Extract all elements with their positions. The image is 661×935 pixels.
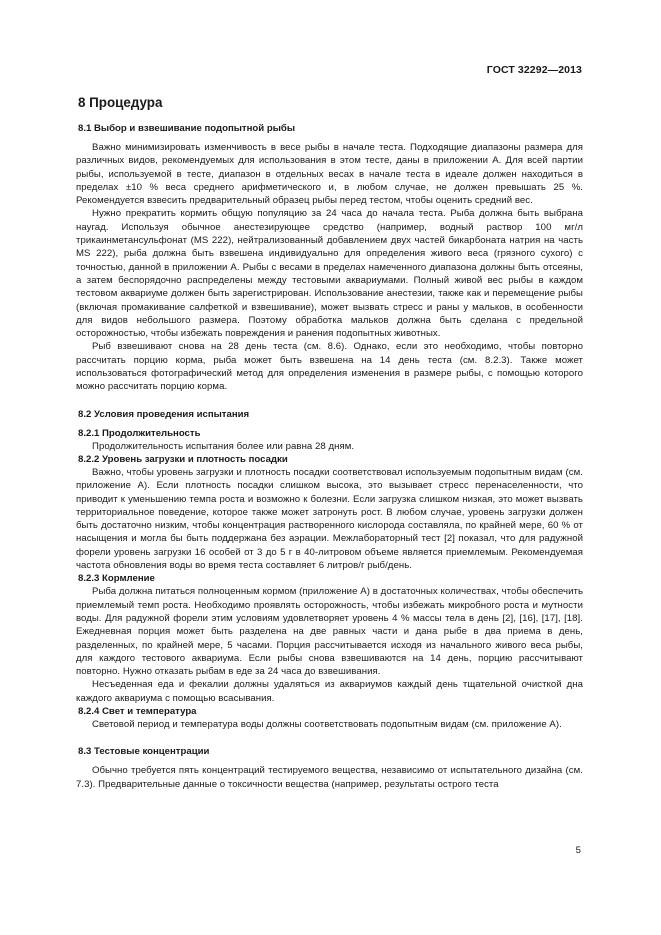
paragraph: Нужно прекратить кормить общую популяцию за 24 часа до начала теста. Рыба должна быть выбрана наугад. Используя обычное анестезирующее средство (например, водный раствор 100 мг/л трикаинметансульфонат (MS 222), нейтрализованный добавлением двух частей бикарбоната натрия на часть MS 222), рыба должна быть взвешена индивидуально для определения живого веса (грязного сухого) с точностью, данной в приложении А. Рыбы с весами в пределах намеченного диапазона должны быть отсеяны, а затем беспорядочно распределены между тестовыми аквариумами. Полный живой вес рыбы в каждом тестовом аквариуме должен быть зарегистрирован. Использование анестезии, также как и перемещение рыбы (включая промакивание салфеткой и взвешивание), может вызвать стресс и раны у мальков, в особенности для видов небольшого размера. Поэтому обработка мальков должна быть сделана с предельной осторожностью, чтобы избежать повреждения и ранения подопытных животных.	[76, 208, 583, 340]
section-8-2-2-title: 8.2.2 Уровень загрузки и плотность посадки	[78, 453, 288, 465]
paragraph: Продолжительность испытания более или равна 28 дням.	[92, 440, 355, 452]
section-8-2-4-title: 8.2.4 Свет и температура	[78, 705, 197, 717]
section-8-2-1-title: 8.2.1 Продолжительность	[78, 427, 201, 439]
standard-header: ГОСТ 32292—2013	[486, 64, 582, 76]
paragraph: Обычно требуется пять концентраций тестируемого вещества, независимо от испытательного дизайна (см. 7.3). Предварительные данные о токсичности вещества (например, результаты острого теста	[76, 765, 583, 790]
paragraph: Несъеденная еда и фекалии должны удаляться из аквариумов каждый день тщательной очисткой дна каждого аквариума с помощью всасывания.	[76, 679, 583, 704]
section-8-1-title: 8.1 Выбор и взвешивание подопытной рыбы	[78, 123, 296, 134]
section-8-title: 8 Процедура	[78, 95, 163, 110]
page-number: 5	[575, 845, 581, 856]
page-content	[76, 88, 583, 791]
paragraph: Световой период и температура воды должны соответствовать подопытным видам (см. приложение А).	[92, 718, 562, 730]
paragraph: Рыб взвешивают снова на 28 день теста (см. 8.6). Однако, если это необходимо, чтобы повторно рассчитать порцию корма, рыба может быть взвешена на 14 день теста (см. 8.2.3). Также может использоваться фотографический метод для определения изменения в размере рыбы, с помощью которого можно рассчитать порцию корма.	[76, 341, 583, 393]
paragraph: Важно, чтобы уровень загрузки и плотность посадки соответствовал используемым подопытным видам (см. приложение А). Если плотность посадки слишком высока, это вызывает стресс перенаселенности, что приводит к уменьшению темпа роста и возможно к болезни. Если загрузка слишком низкая, это может вызвать территориальное поведение, которое также может затронуть рост. В любом случае, уровень загрузки должен быть достаточно низким, чтобы концентрация растворенного кислорода составляла, по крайней мере, 60 % от насыщения и могла бы быть поддержана без аэрации. Межлабораторный тест [2] показал, что для радужной форели уровень загрузки 16 особей от 3 до 5 г в 40-литровом объеме является приемлемым. Рекомендуемая частота обновления воды во время теста составляет 6 литров/г рыб/день.	[76, 466, 583, 572]
section-8-3-title: 8.3 Тестовые концентрации	[78, 746, 210, 758]
section-8-2-3-title: 8.2.3 Кормление	[78, 573, 155, 585]
section-8-2-title: 8.2 Условия проведения испытания	[78, 408, 250, 420]
paragraph: Рыба должна питаться полноценным кормом (приложение А) в достаточных количествах, чтобы обеспечить приемлемый темп роста. Необходимо проявлять осторожность, чтобы избежать микробного роста и мутности воды. Для радужной форели этим условиям удовлетворяет уровень 4 % массы тела в день [2], [16], [17], [18]. Ежедневная порция может быть разделена на две равных части и дана рыбе в два приема в день, разделенных, по крайней мере, 5 часами. Порция рассчитывается исходя из начального живого веса рыбы, для каждого тестового аквариума. Если рыбы снова взвешиваются на 14 день, порцию рассчитывают повторно. Нужно отказать рыбам в еде за 24 часа до взвешивания.	[76, 586, 583, 678]
paragraph: Важно минимизировать изменчивость в весе рыбы в начале теста. Подходящие диапазоны размера для различных видов, рекомендуемых для использования в этом тесте, даны в приложении А. Для всей партии рыбы, используемой в тесте, диапазон в отдельных весах в начале теста в идеале должен находиться в пределах ±10 % веса среднего арифметического и, в любом случае, не должен превышать 25 %. Рекомендуется взвесить предварительный образец рыбы перед тестом, чтобы оценить средний вес.	[76, 142, 583, 207]
